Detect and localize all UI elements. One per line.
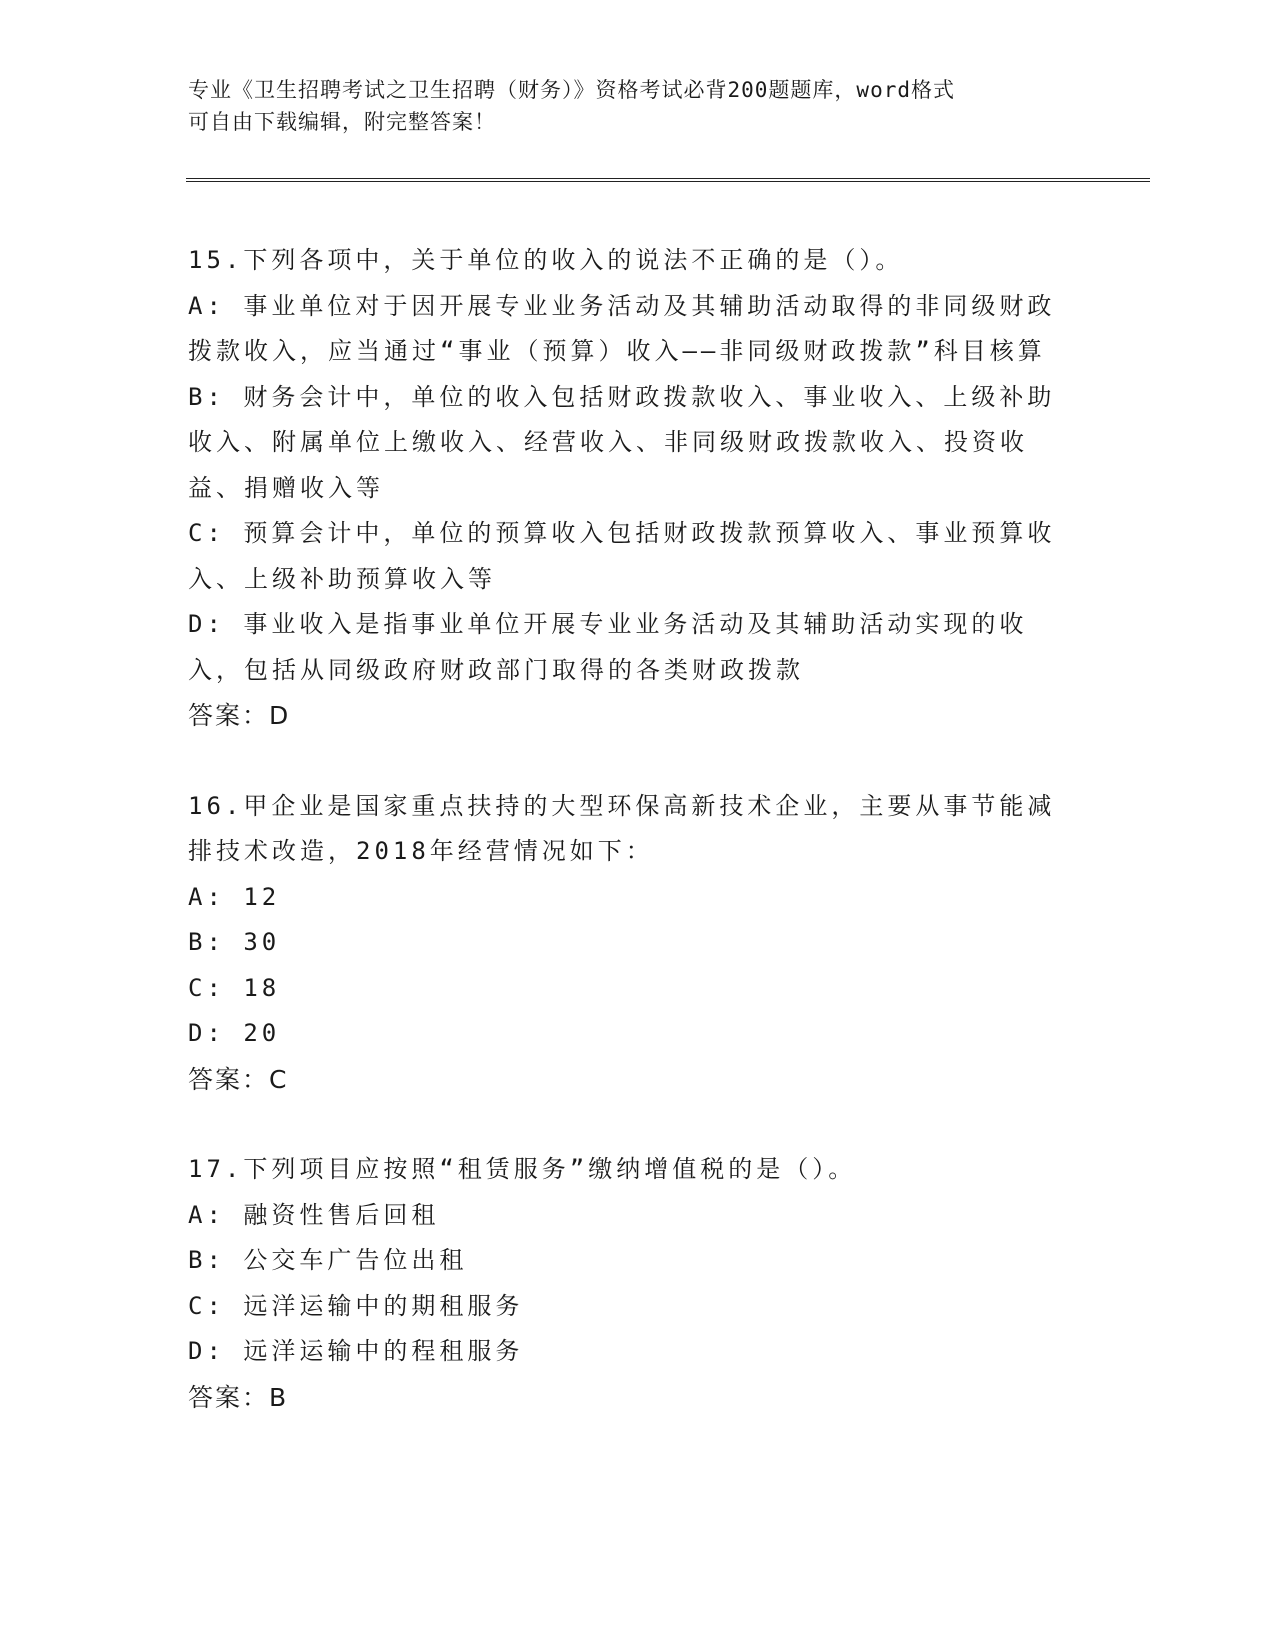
option-a: A: 12	[188, 882, 281, 911]
option-d: D: 远洋运输中的程租服务	[188, 1337, 524, 1365]
header-line-2: 可自由下载编辑，附完整答案！	[188, 110, 496, 134]
answer: 答案：B	[188, 1382, 289, 1412]
option-a: A: 融资性售后回租	[188, 1200, 440, 1229]
question-16	[188, 784, 1078, 1103]
header-divider	[186, 178, 1150, 182]
question-15	[188, 238, 1078, 739]
option-c: C: 远洋运输中的期租服务	[188, 1291, 524, 1320]
question-17	[188, 1147, 1078, 1420]
option-d: D: 事业收入是指事业单位开展专业业务活动及其辅助活动实现的收入，包括从同级政府财政部门取得的各类财政拨款	[188, 610, 1028, 684]
option-a: A: 事业单位对于因开展专业业务活动及其辅助活动取得的非同级财政拨款收入，应当通过“事业（预算）收入——非同级财政拨款”科目核算	[188, 291, 1056, 365]
option-b: B: 财务会计中，单位的收入包括财政拨款收入、事业收入、上级补助收入、附属单位上缴收入、经营收入、非同级财政拨款收入、投资收益、捐赠收入等	[188, 382, 1056, 502]
question-list	[188, 238, 1078, 1465]
header-line-1: 专业《卫生招聘考试之卫生招聘（财务）》资格考试必背200题题库，word格式	[188, 78, 955, 102]
option-d: D: 20	[188, 1019, 281, 1047]
option-c: C: 18	[188, 973, 281, 1002]
answer: 答案：C	[188, 1064, 289, 1094]
question-stem: 16.甲企业是国家重点扶持的大型环保高新技术企业，主要从事节能减排技术改造，2018年经营情况如下：	[188, 791, 1056, 865]
question-stem: 17.下列项目应按照“租赁服务”缴纳增值税的是（）。	[188, 1155, 857, 1183]
option-b: B: 公交车广告位出租	[188, 1246, 468, 1274]
question-stem: 15.下列各项中，关于单位的收入的说法不正确的是（）。	[188, 246, 904, 274]
option-b: B: 30	[188, 928, 281, 956]
option-c: C: 预算会计中，单位的预算收入包括财政拨款预算收入、事业预算收入、上级补助预算收入等	[188, 519, 1056, 593]
answer: 答案：D	[188, 701, 291, 730]
document-header	[188, 74, 1068, 138]
